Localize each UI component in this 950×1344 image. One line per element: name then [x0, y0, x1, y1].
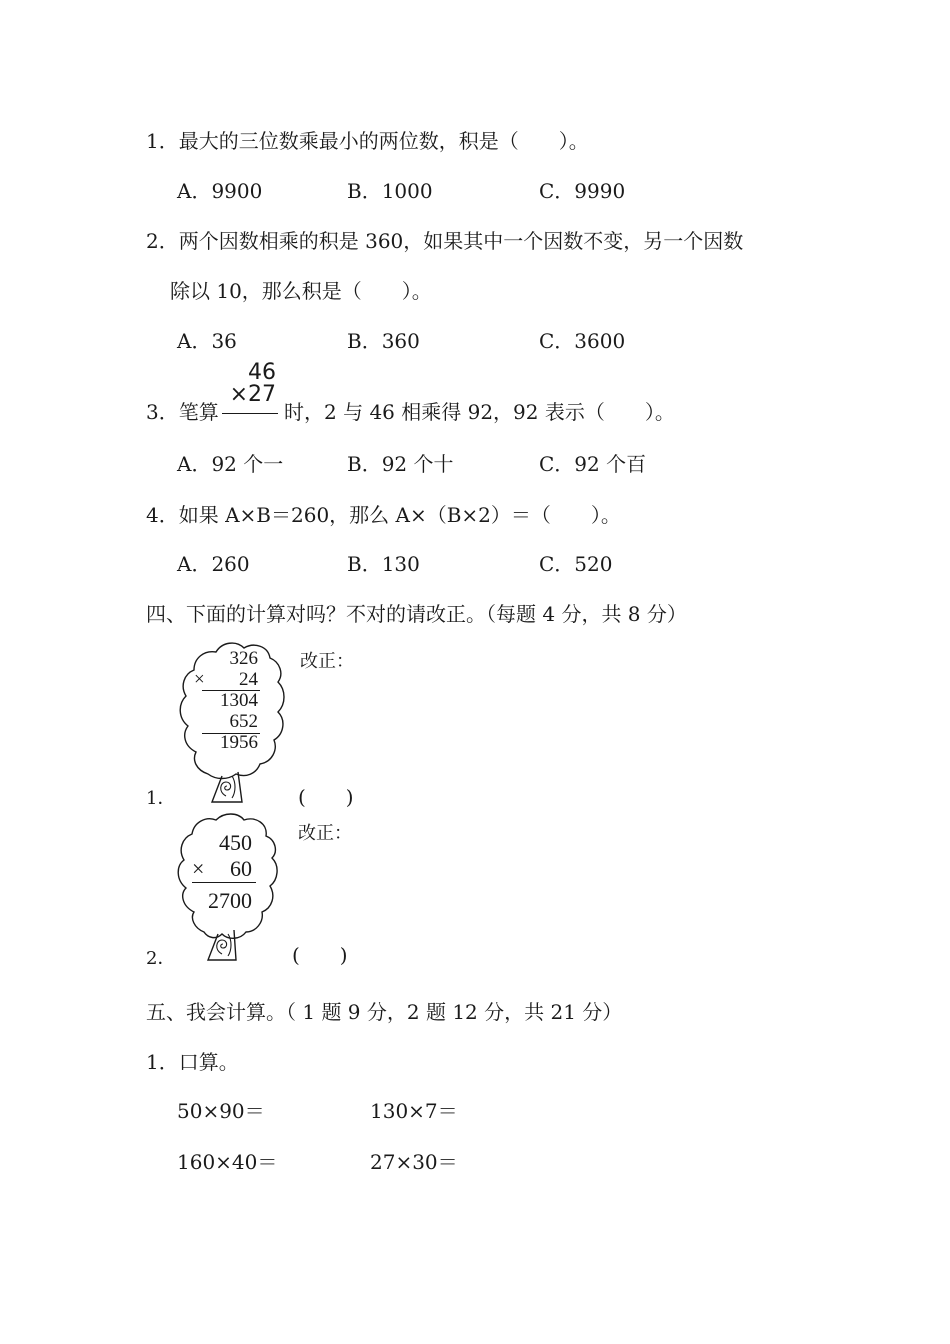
mental-calc[interactable]: 130×7＝: [370, 1099, 458, 1123]
vertical-bottom: ×27: [229, 382, 276, 407]
question-text-prefix: 笔算: [178, 400, 219, 424]
calc-line: × 60: [192, 856, 252, 881]
vertical-divider: [222, 413, 278, 414]
calc-2: [192, 830, 252, 914]
calc-1: [194, 648, 258, 753]
question-4: [146, 503, 621, 527]
calc-divider: [202, 690, 260, 691]
option-b[interactable]: B．360: [347, 329, 420, 353]
calc-line: 2700: [208, 888, 252, 913]
question-3: [146, 400, 219, 424]
section-5-title: 五、我会计算。（ 1 题 9 分，2 题 12 分，共 21 分）: [146, 1000, 623, 1024]
option-c[interactable]: C．520: [539, 552, 613, 576]
option-c[interactable]: C．92 个百: [539, 452, 647, 476]
mental-calc[interactable]: 27×30＝: [370, 1150, 458, 1174]
question-text: 最大的三位数乘最小的两位数，积是（ ）。: [178, 129, 589, 153]
question-number: 1．: [146, 129, 179, 153]
calc-line: 326: [229, 648, 258, 669]
judge-blank[interactable]: ( ): [298, 785, 354, 809]
calc-line: 450: [219, 830, 252, 855]
mental-calc[interactable]: 160×40＝: [177, 1150, 278, 1174]
calc-line: 1304: [220, 690, 258, 711]
item-number: 1．: [146, 788, 176, 809]
option-a[interactable]: A．36: [177, 329, 237, 353]
option-a[interactable]: A．260: [177, 552, 250, 576]
question-2: [146, 229, 743, 253]
calc-line: 1956: [220, 732, 258, 753]
option-b[interactable]: B．130: [347, 552, 420, 576]
calc-divider: [202, 733, 260, 734]
vertical-multiplication: [224, 362, 276, 406]
calc-line: × 24: [194, 669, 258, 690]
question-text-line1: 两个因数相乘的积是 360，如果其中一个因数不变，另一个因数: [178, 229, 744, 253]
option-c[interactable]: C．9990: [539, 179, 626, 203]
item-number: 2．: [146, 948, 176, 969]
question-number: 2．: [146, 229, 179, 253]
option-a[interactable]: A．9900: [177, 179, 263, 203]
question-1: [146, 129, 589, 153]
calc-line: 652: [229, 711, 258, 732]
question-text-line2: 除以 10，那么积是（ ）。: [170, 279, 432, 303]
question-text-suffix: 时，2 与 46 相乘得 92，92 表示（ ）。: [284, 400, 675, 424]
question-number: 4．: [146, 503, 179, 527]
mental-calc[interactable]: 50×90＝: [177, 1099, 265, 1123]
question-text: 如果 A×B＝260，那么 A×（B×2）＝（ ）。: [178, 503, 621, 527]
option-c[interactable]: C．3600: [539, 329, 626, 353]
sub-question-1: 1．口算。: [146, 1050, 239, 1074]
option-b[interactable]: B．92 个十: [347, 452, 454, 476]
vertical-top: 46: [248, 360, 276, 385]
correction-label: 改正：: [300, 651, 354, 672]
calc-divider: [192, 882, 256, 883]
question-number: 3．: [146, 400, 179, 424]
correction-label: 改正：: [298, 823, 352, 844]
judge-blank[interactable]: ( ): [292, 943, 348, 967]
section-4-title: 四、下面的计算对吗？不对的请改正。（每题 4 分，共 8 分）: [146, 602, 687, 626]
option-b[interactable]: B．1000: [347, 179, 433, 203]
option-a[interactable]: A．92 个一: [177, 452, 284, 476]
